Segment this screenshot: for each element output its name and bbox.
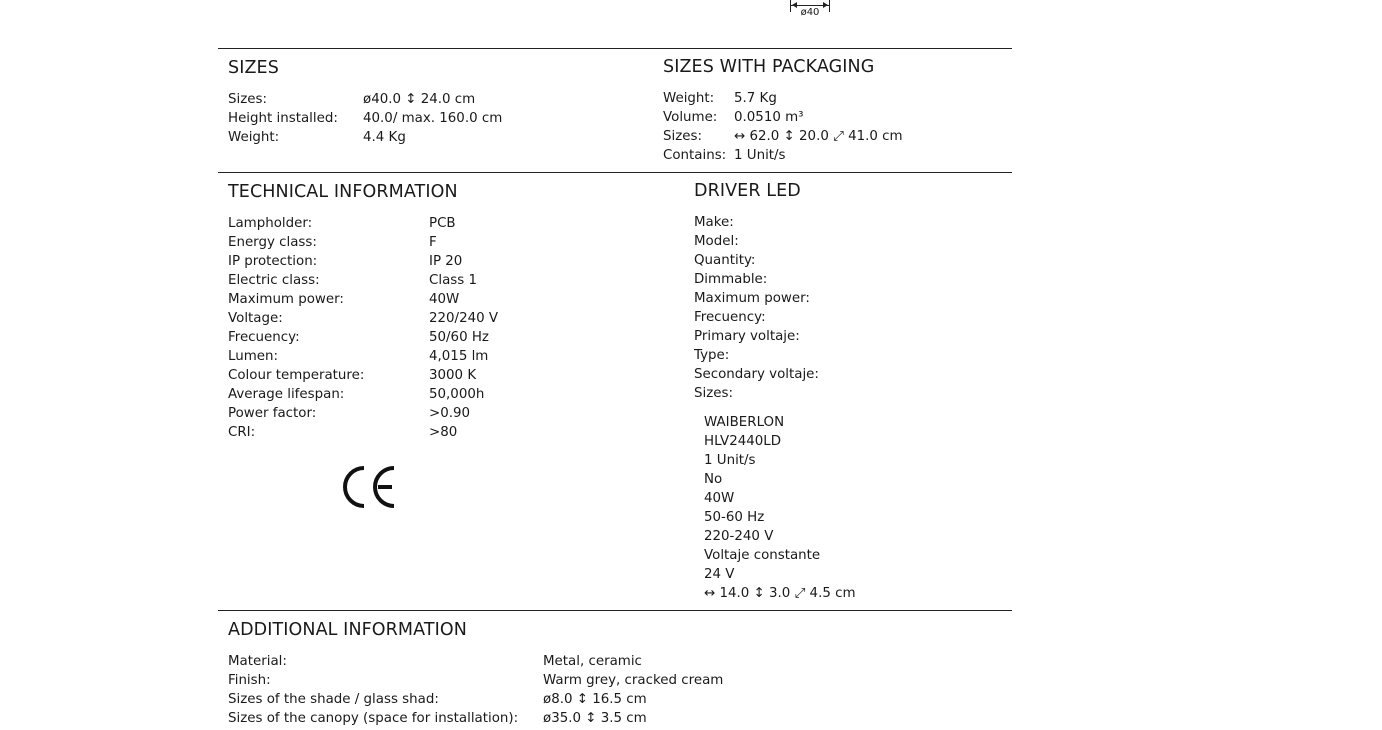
tech-label: Colour temperature: bbox=[228, 368, 365, 383]
tech-label: Lumen: bbox=[228, 349, 278, 364]
tech-value: >80 bbox=[429, 425, 458, 440]
packaging-sizes-value: ↔ 62.0 ↕ 20.0 ⤢ 41.0 cm bbox=[734, 129, 903, 144]
height-installed-value: 40.0/ max. 160.0 cm bbox=[363, 111, 503, 126]
additional-value: ø35.0 ↕ 3.5 cm bbox=[543, 711, 647, 726]
sizes-title: SIZES bbox=[228, 58, 279, 78]
driver-label: Model: bbox=[694, 234, 739, 249]
tech-value: 50/60 Hz bbox=[429, 330, 489, 345]
packaging-volume-label: Volume: bbox=[663, 110, 718, 125]
driver-label: Sizes: bbox=[694, 386, 733, 401]
driver-value: ↔ 14.0 ↕ 3.0 ⤢ 4.5 cm bbox=[704, 586, 856, 601]
diameter-dimension-label: ø40 bbox=[800, 7, 820, 18]
driver-label: Frecuency: bbox=[694, 310, 766, 325]
weight-label: Weight: bbox=[228, 130, 280, 145]
driver-value: 50-60 Hz bbox=[704, 510, 765, 525]
driver-value: 220-240 V bbox=[704, 529, 774, 544]
additional-label: Material: bbox=[228, 654, 287, 669]
driver-value: HLV2440LD bbox=[704, 434, 782, 449]
tech-value: Class 1 bbox=[429, 273, 478, 288]
driver-value: WAIBERLON bbox=[704, 415, 785, 430]
additional-value: Metal, ceramic bbox=[543, 654, 642, 669]
driver-value: 40W bbox=[704, 491, 735, 506]
packaging-weight-value: 5.7 Kg bbox=[734, 91, 777, 106]
tech-label: Energy class: bbox=[228, 235, 317, 250]
tech-value: IP 20 bbox=[429, 254, 463, 269]
tech-label: Power factor: bbox=[228, 406, 317, 421]
tech-value: PCB bbox=[429, 216, 456, 231]
tech-label: Electric class: bbox=[228, 273, 320, 288]
packaging-contains-value: 1 Unit/s bbox=[734, 148, 786, 163]
tech-value: 40W bbox=[429, 292, 460, 307]
driver-title: DRIVER LED bbox=[694, 181, 801, 201]
height-installed-label: Height installed: bbox=[228, 111, 338, 126]
additional-label: Sizes of the shade / glass shad: bbox=[228, 692, 439, 707]
packaging-sizes-label: Sizes: bbox=[663, 129, 702, 144]
driver-label: Secondary voltaje: bbox=[694, 367, 819, 382]
diameter-dimension-marker bbox=[789, 0, 831, 20]
tech-label: Maximum power: bbox=[228, 292, 344, 307]
tech-label: Voltage: bbox=[228, 311, 283, 326]
packaging-weight-label: Weight: bbox=[663, 91, 715, 106]
driver-value: No bbox=[704, 472, 723, 487]
divider bbox=[218, 610, 1012, 611]
sizes-label: Sizes: bbox=[228, 92, 267, 107]
packaging-volume-value: 0.0510 m³ bbox=[734, 110, 804, 125]
weight-value: 4.4 Kg bbox=[363, 130, 406, 145]
additional-label: Sizes of the canopy (space for installation): bbox=[228, 711, 519, 726]
driver-label: Maximum power: bbox=[694, 291, 810, 306]
driver-label: Quantity: bbox=[694, 253, 756, 268]
packaging-contains-label: Contains: bbox=[663, 148, 727, 163]
tech-label: CRI: bbox=[228, 425, 256, 440]
tech-value: F bbox=[429, 235, 437, 250]
tech-value: >0.90 bbox=[429, 406, 471, 421]
tech-value: 4,015 lm bbox=[429, 349, 489, 364]
tech-value: 220/240 V bbox=[429, 311, 499, 326]
packaging-title: SIZES WITH PACKAGING bbox=[663, 57, 875, 77]
sizes-value: ø40.0 ↕ 24.0 cm bbox=[363, 92, 476, 107]
additional-value: ø8.0 ↕ 16.5 cm bbox=[543, 692, 647, 707]
tech-label: Lampholder: bbox=[228, 216, 313, 231]
driver-value: 24 V bbox=[704, 567, 735, 582]
driver-label: Primary voltaje: bbox=[694, 329, 800, 344]
tech-value: 50,000h bbox=[429, 387, 485, 402]
driver-label: Dimmable: bbox=[694, 272, 768, 287]
tech-label: Frecuency: bbox=[228, 330, 300, 345]
additional-label: Finish: bbox=[228, 673, 271, 688]
driver-value: 1 Unit/s bbox=[704, 453, 756, 468]
ce-mark-icon bbox=[342, 465, 398, 509]
additional-title: ADDITIONAL INFORMATION bbox=[228, 620, 467, 640]
tech-label: IP protection: bbox=[228, 254, 318, 269]
driver-value: Voltaje constante bbox=[704, 548, 821, 563]
technical-title: TECHNICAL INFORMATION bbox=[228, 182, 458, 202]
driver-label: Make: bbox=[694, 215, 734, 230]
driver-label: Type: bbox=[694, 348, 730, 363]
tech-value: 3000 K bbox=[429, 368, 477, 383]
divider bbox=[218, 172, 1012, 173]
additional-value: Warm grey, cracked cream bbox=[543, 673, 724, 688]
tech-label: Average lifespan: bbox=[228, 387, 345, 402]
divider bbox=[218, 48, 1012, 49]
